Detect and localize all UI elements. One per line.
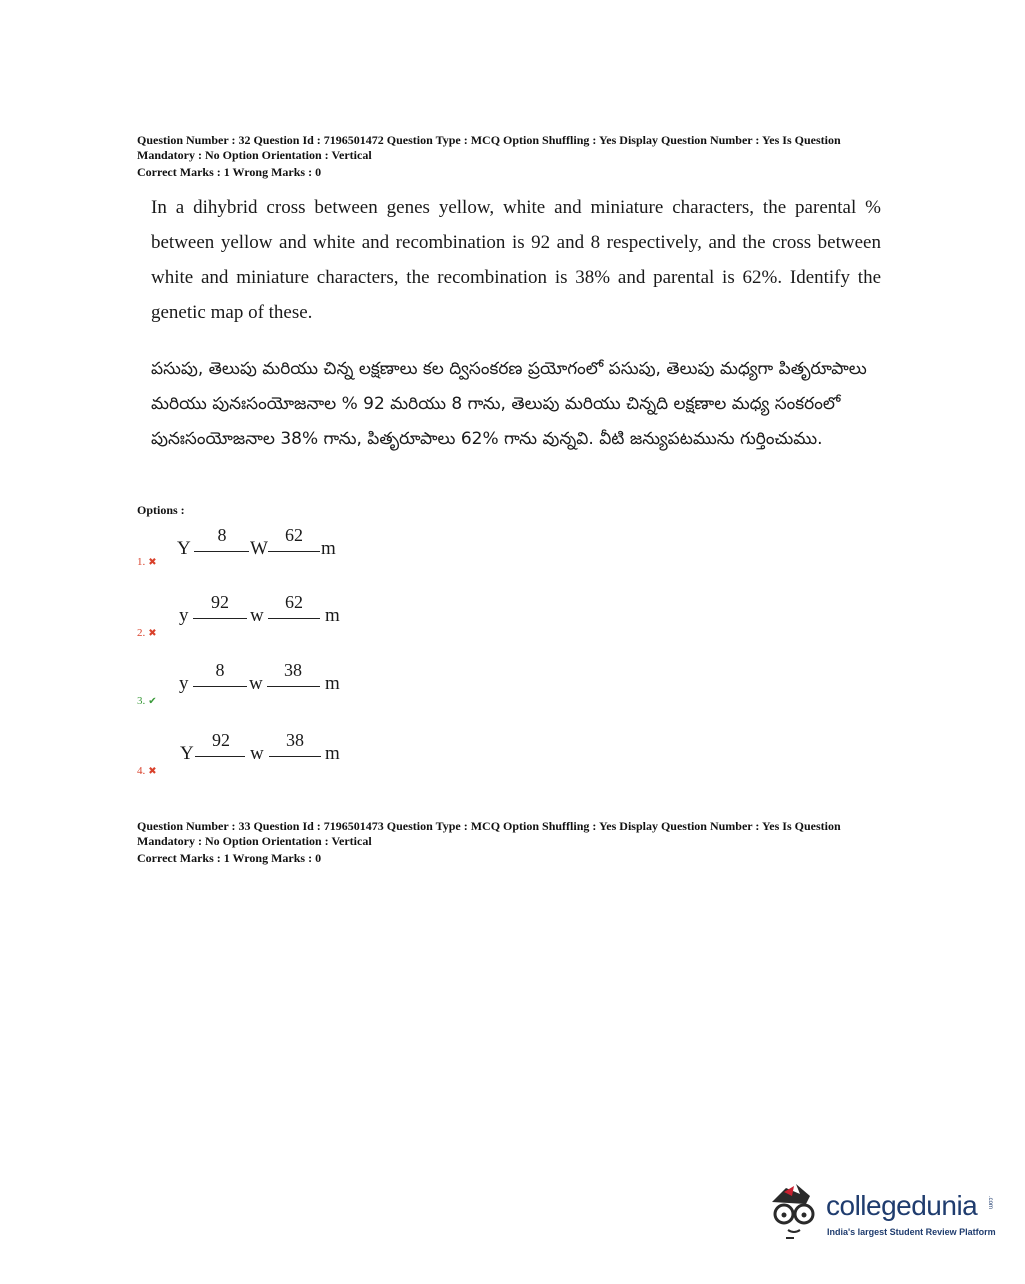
- genetic-map-option-3: [177, 660, 397, 695]
- genetic-map-option-4: [177, 730, 397, 765]
- gene-1: y: [179, 673, 189, 694]
- question-33-meta-line1: Question Number : 33 Question Id : 7196501473 Question Type : MCQ Option Shuffling : Yes Display Question Number : Yes Is Question: [137, 819, 841, 833]
- map-segment-2: [269, 756, 321, 757]
- question-33-meta-line2: Mandatory : No Option Orientation : Vertical: [137, 834, 372, 848]
- wrong-icon: ✖: [148, 766, 157, 777]
- question-32-meta-line2: Mandatory : No Option Orientation : Vertical: [137, 148, 372, 162]
- map-distance-1: 92: [212, 730, 230, 750]
- collegedunia-logo[interactable]: [766, 1176, 996, 1246]
- option-2-number-text: 2.: [137, 627, 146, 639]
- question-32-meta-line1: Question Number : 32 Question Id : 7196501472 Question Type : MCQ Option Shuffling : Yes Display Question Number : Yes Is Question: [137, 133, 841, 147]
- genetic-map-option-2: [177, 592, 397, 627]
- option-3-number-text: 3.: [137, 695, 146, 707]
- logo-wordmark: collegedunia: [826, 1190, 978, 1221]
- map-distance-1: 92: [211, 592, 229, 612]
- gene-3: m: [325, 743, 340, 764]
- map-segment-2: [267, 686, 320, 687]
- option-3-number: [137, 695, 157, 707]
- map-distance-2: 62: [285, 525, 303, 545]
- logo-com: .com: [987, 1196, 993, 1210]
- question-33-meta: [137, 819, 937, 866]
- option-1[interactable]: [137, 525, 537, 590]
- map-segment-1: [194, 551, 249, 552]
- logo-tagline: India's largest Student Review Platform: [827, 1227, 996, 1237]
- map-segment-2: [268, 551, 320, 552]
- option-1-number: [137, 556, 157, 568]
- map-segment-2: [268, 618, 320, 619]
- option-4[interactable]: [137, 730, 537, 795]
- question-32-meta: [137, 133, 937, 180]
- map-segment-1: [193, 618, 247, 619]
- check-icon: ✔: [148, 696, 157, 707]
- map-distance-2: 38: [286, 730, 304, 750]
- map-distance-2: 62: [285, 592, 303, 612]
- map-distance-2: 38: [284, 660, 302, 680]
- genetic-map-option-1: [177, 525, 397, 560]
- gene-2: w: [250, 743, 264, 764]
- wrong-icon: ✖: [148, 628, 157, 639]
- gene-1: Y: [177, 538, 191, 559]
- map-segment-1: [193, 686, 247, 687]
- gene-3: m: [325, 605, 340, 626]
- gene-2: w: [249, 673, 263, 694]
- question-32-marks: Correct Marks : 1 Wrong Marks : 0: [137, 165, 322, 179]
- gene-1: y: [179, 605, 189, 626]
- map-distance-1: 8: [217, 525, 227, 545]
- option-3[interactable]: [137, 660, 537, 725]
- question-32-english-text: In a dihybrid cross between genes yellow, white and miniature characters, the parental % between yellow and white and recombination is 92 and 8 respectively, and the cross between white and miniature characters, the recombination is 38% and parental is 62%. Identify the genetic map of these.: [151, 197, 881, 323]
- map-segment-1: [195, 756, 245, 757]
- gene-2: w: [250, 605, 264, 626]
- option-1-number-text: 1.: [137, 556, 146, 568]
- gene-3: m: [321, 538, 336, 559]
- gene-2: W: [250, 538, 268, 559]
- option-4-number-text: 4.: [137, 765, 146, 777]
- option-2-number: [137, 627, 157, 639]
- question-33-marks: Correct Marks : 1 Wrong Marks : 0: [137, 851, 322, 865]
- options-label: Options :: [137, 503, 185, 517]
- question-32-telugu-text: పసుపు, తెలుపు మరియు చిన్న లక్షణాలు కల ద్విసంకరణ ప్రయోగంలో పసుపు, తెలుపు మధ్యగా పితృరూపాలు మరియు పునఃసంయోజనాల % 92 మరియు 8 గాను, తెలుపు మరియు చిన్నది లక్షణాల మధ్య సంకరంలో పునఃసంయోజనాల 38% గాను, పితృరూపాలు 62% గాను వున్నవి. వీటి జన్యుపటమును గుర్తించుము.: [151, 359, 867, 449]
- option-4-number: [137, 765, 157, 777]
- gene-1: Y: [180, 743, 194, 764]
- gene-3: m: [325, 673, 340, 694]
- map-distance-1: 8: [215, 660, 225, 680]
- mascot-icon: [766, 1180, 822, 1240]
- option-2[interactable]: [137, 592, 537, 657]
- wrong-icon: ✖: [148, 557, 157, 568]
